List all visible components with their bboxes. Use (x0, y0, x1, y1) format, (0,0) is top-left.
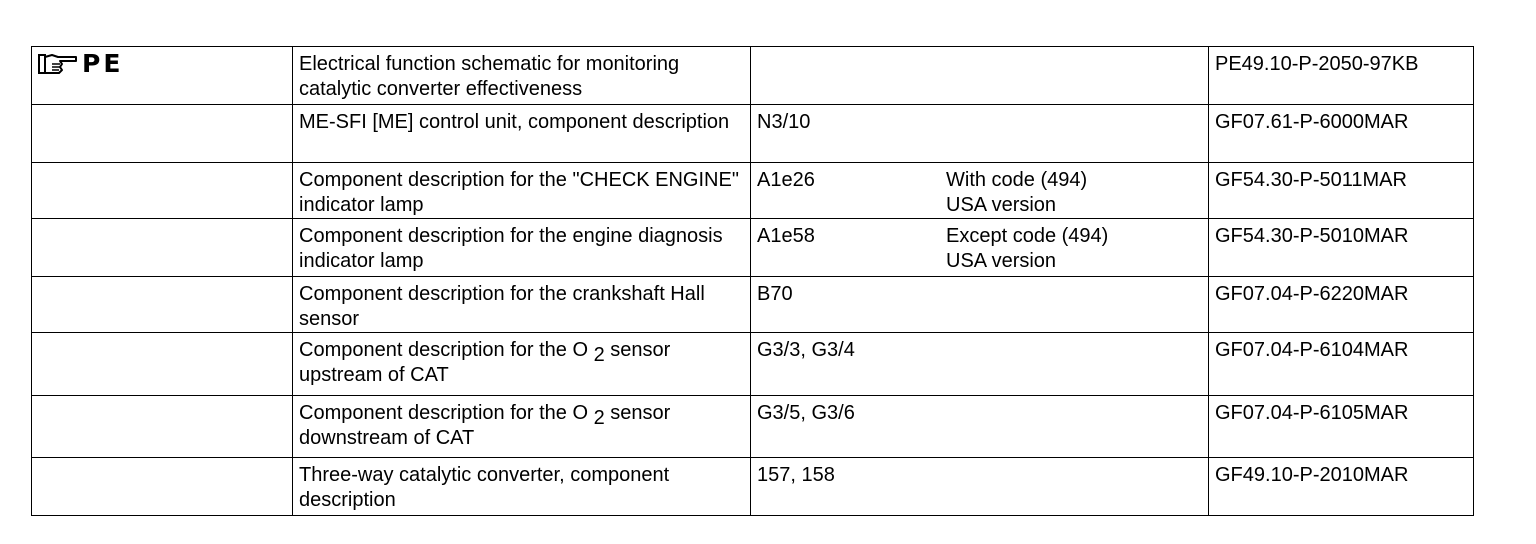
pe-label: PE (82, 49, 124, 78)
reference-cell (32, 163, 293, 219)
component-cell: G3/5, G3/6 (751, 396, 1209, 458)
subscript-2: 2 (593, 407, 605, 429)
table-row (32, 333, 1474, 396)
table-row (32, 277, 1474, 333)
subscript-2: 2 (593, 344, 605, 366)
component-cell: 157, 158 (751, 458, 1209, 516)
component-note (946, 168, 1202, 218)
component-cell (751, 219, 1209, 277)
reference-cell (32, 105, 293, 163)
component-cell (751, 163, 1209, 219)
reference-cell (32, 396, 293, 458)
component-code: A1e26 (757, 169, 815, 191)
reference-cell (32, 219, 293, 277)
component-cell: B70 (751, 277, 1209, 333)
document-number-cell: GF54.30-P-5011MAR (1209, 163, 1474, 219)
document-number-cell: GF49.10-P-2010MAR (1209, 458, 1474, 516)
description-cell: Component description for the "CHECK ENGINE" indicator lamp (293, 163, 751, 219)
table-row (32, 163, 1474, 219)
pointing-hand-icon (38, 51, 78, 77)
description-text: Component description for the O (299, 339, 589, 361)
component-code: A1e58 (757, 225, 815, 247)
description-cell: Three-way catalytic converter, component description (293, 458, 751, 516)
reference-cell (32, 47, 293, 105)
component-note (946, 224, 1202, 274)
reference-cell (32, 277, 293, 333)
component-cell: N3/10 (751, 105, 1209, 163)
document-number-cell: GF54.30-P-5010MAR (1209, 219, 1474, 277)
table-row (32, 396, 1474, 458)
table-row (32, 458, 1474, 516)
description-cell (293, 396, 751, 458)
table-row (32, 47, 1474, 105)
description-text: Component description for the O (299, 402, 589, 424)
description-cell: ME-SFI [ME] control unit, component description (293, 105, 751, 163)
component-cell: G3/3, G3/4 (751, 333, 1209, 396)
pe-marker (38, 51, 123, 77)
document-number-cell: GF07.04-P-6220MAR (1209, 277, 1474, 333)
note-line-2: USA version (946, 194, 1057, 216)
note-line-1: Except code (494) (946, 225, 1109, 247)
document-number-cell: GF07.04-P-6104MAR (1209, 333, 1474, 396)
description-text: upstream of CAT (299, 364, 449, 386)
reference-cell (32, 333, 293, 396)
document-number-cell: PE49.10-P-2050-97KB (1209, 47, 1474, 105)
document-number-cell: GF07.61-P-6000MAR (1209, 105, 1474, 163)
description-cell: Component description for the crankshaft Hall sensor (293, 277, 751, 333)
table-row (32, 105, 1474, 163)
document-number-cell: GF07.04-P-6105MAR (1209, 396, 1474, 458)
note-line-2: USA version (946, 250, 1057, 272)
reference-cell (32, 458, 293, 516)
description-cell: Component description for the engine diagnosis indicator lamp (293, 219, 751, 277)
description-cell (293, 333, 751, 396)
description-text: sensor (610, 402, 671, 424)
description-text: sensor (610, 339, 671, 361)
description-text: downstream of CAT (299, 427, 475, 449)
component-cell (751, 47, 1209, 105)
table-row (32, 219, 1474, 277)
reference-table (31, 46, 1474, 516)
description-cell: Electrical function schematic for monitoring catalytic converter effectiveness (293, 47, 751, 105)
note-line-1: With code (494) (946, 169, 1088, 191)
